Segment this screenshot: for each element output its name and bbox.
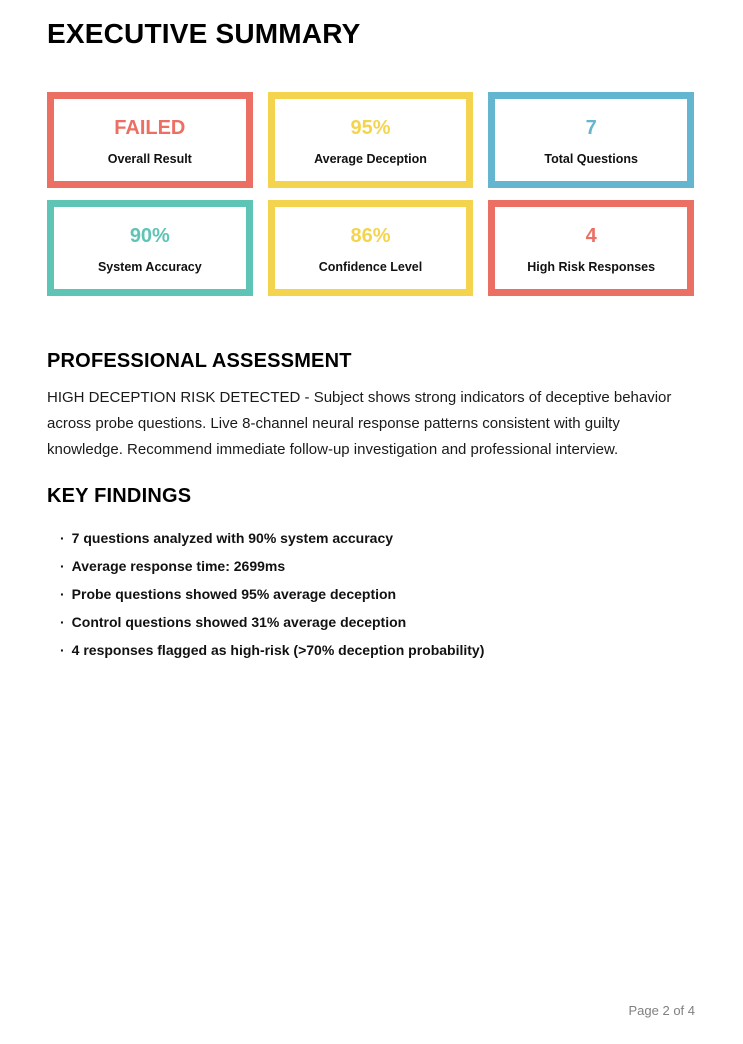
card-label: Total Questions bbox=[544, 151, 638, 166]
summary-card bbox=[47, 92, 253, 188]
findings-heading: KEY FINDINGS bbox=[47, 485, 192, 508]
bullet-icon: · bbox=[60, 586, 65, 603]
card-label: Average Deception bbox=[314, 151, 427, 166]
card-value: 4 bbox=[585, 224, 597, 247]
assessment-heading: PROFESSIONAL ASSESSMENT bbox=[47, 350, 352, 373]
summary-card bbox=[47, 200, 253, 296]
finding-item bbox=[60, 608, 694, 636]
page-footer: Page 2 of 4 bbox=[628, 1003, 695, 1018]
finding-item bbox=[60, 552, 694, 580]
summary-cards bbox=[47, 92, 694, 296]
card-label: High Risk Responses bbox=[527, 259, 656, 274]
finding-text: Control questions showed 31% average deception bbox=[71, 614, 407, 631]
bullet-icon: · bbox=[60, 642, 65, 659]
assessment-body: HIGH DECEPTION RISK DETECTED - Subject shows strong indicators of deceptive behavior across probe questions. Live 8-channel neural response patterns consistent with guilty knowledge. Recommend immediate follow-up investigation and professional interview. bbox=[47, 389, 672, 459]
summary-card bbox=[488, 92, 694, 188]
card-label: System Accuracy bbox=[97, 259, 202, 274]
finding-item bbox=[60, 636, 694, 664]
finding-text: 7 questions analyzed with 90% system accuracy bbox=[71, 530, 394, 547]
finding-text: Average response time: 2699ms bbox=[71, 558, 286, 575]
assessment-section bbox=[47, 350, 694, 463]
card-label: Overall Result bbox=[107, 151, 192, 166]
summary-card bbox=[268, 200, 474, 296]
findings-section bbox=[47, 485, 694, 664]
card-value: FAILED bbox=[114, 116, 186, 139]
finding-text: Probe questions showed 95% average deception bbox=[71, 586, 397, 603]
summary-card bbox=[268, 92, 474, 188]
summary-card bbox=[488, 200, 694, 296]
card-value: 90% bbox=[129, 224, 170, 247]
page-title: EXECUTIVE SUMMARY bbox=[47, 18, 361, 49]
finding-item bbox=[60, 580, 694, 608]
finding-text: 4 responses flagged as high-risk (>70% deception probability) bbox=[71, 642, 485, 659]
card-label: Confidence Level bbox=[318, 259, 423, 274]
bullet-icon: · bbox=[60, 558, 65, 575]
card-value: 95% bbox=[350, 116, 391, 139]
bullet-icon: · bbox=[60, 614, 65, 631]
card-value: 86% bbox=[350, 224, 391, 247]
bullet-icon: · bbox=[60, 530, 65, 547]
findings-list bbox=[47, 524, 694, 664]
finding-item bbox=[60, 524, 694, 552]
card-value: 7 bbox=[585, 116, 597, 139]
